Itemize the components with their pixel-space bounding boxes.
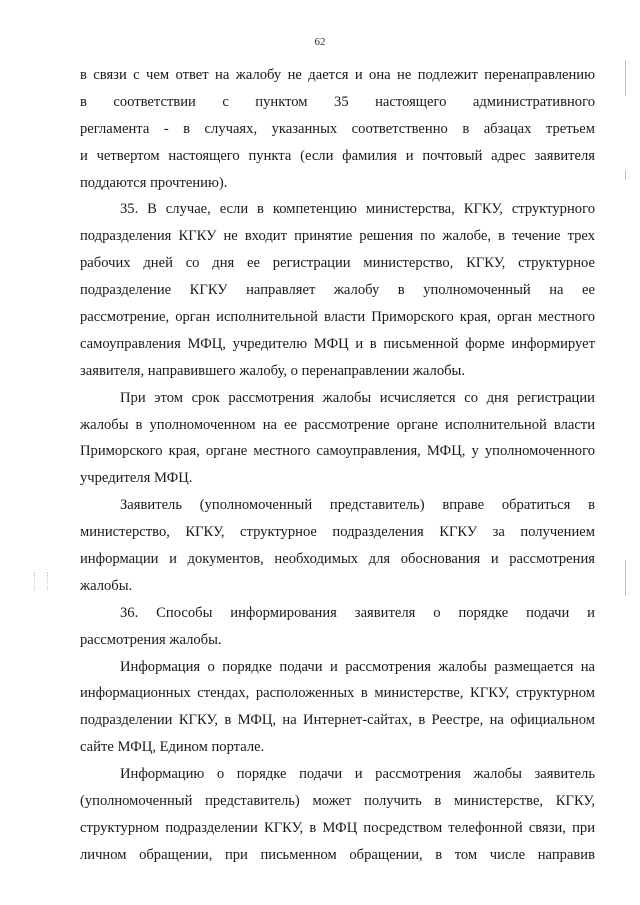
text-line: (уполномоченный представитель) может получить в министерстве, КГКУ, <box>80 793 595 810</box>
paragraph-36-line: 36. Способы информирования заявителя о порядке подачи и <box>120 604 595 621</box>
paragraph-35-line: 35. В случае, если в компетенцию министерства, КГКУ, структурного <box>120 201 595 218</box>
scan-binding-mark <box>34 572 48 590</box>
text-line: и четвертом настоящего пункта (если фамилия и почтовый адрес заявителя <box>80 147 595 164</box>
scan-margin-mark <box>625 60 626 96</box>
text-line: подразделение КГКУ направляет жалобу в уполномоченный на ее <box>80 282 595 299</box>
text-line: учредителя МФЦ. <box>80 470 193 487</box>
text-line: рассмотрение, орган исполнительной власти Приморского края, орган местного <box>80 309 595 326</box>
text-line: жалобы. <box>80 577 133 594</box>
text-line: жалобы в уполномоченном на ее рассмотрение органе исполнительной власти <box>80 416 595 433</box>
page-number: 62 <box>314 36 326 48</box>
text-line: министерство, КГКУ, структурное подразделения КГКУ за получением <box>80 524 595 541</box>
text-line: в соответствии с пунктом 35 настоящего административного <box>80 93 595 110</box>
text-line: поддаются прочтению). <box>80 174 228 191</box>
text-line: информационных стендах, расположенных в министерстве, КГКУ, структурном <box>80 685 595 702</box>
text-line: самоуправления МФЦ, учредителю МФЦ и в письменной форме информирует <box>80 335 595 352</box>
text-line: заявителя, направившего жалобу, о перенаправлении жалобы. <box>80 362 465 379</box>
scan-margin-mark <box>625 170 626 180</box>
text-line: рассмотрения жалобы. <box>80 631 222 648</box>
document-body <box>80 62 595 869</box>
text-line: подразделении КГКУ, в МФЦ, на Интернет-сайтах, в Реестре, на официальном <box>80 712 595 729</box>
text-line: сайте МФЦ, Едином портале. <box>80 739 265 756</box>
text-line: регламента - в случаях, указанных соответственно в абзацах третьем <box>80 120 595 137</box>
text-line: в связи с чем ответ на жалобу не дается и она не подлежит перенаправлению <box>80 67 595 83</box>
text-line: Информацию о порядке подачи и рассмотрения жалобы заявитель <box>120 766 595 783</box>
text-line: рабочих дней со дня ее регистрации министерство, КГКУ, структурное <box>80 255 595 272</box>
text-line: Заявитель (уполномоченный представитель) вправе обратиться в <box>120 497 595 514</box>
scan-margin-mark <box>625 560 626 596</box>
text-line: Приморского края, органе местного самоуправления, МФЦ, у уполномоченного <box>80 443 595 460</box>
text-line: информации и документов, необходимых для обоснования и рассмотрения <box>80 551 595 568</box>
text-line: структурном подразделении КГКУ, в МФЦ посредством телефонной связи, при <box>80 819 595 836</box>
text-line: Информация о порядке подачи и рассмотрения жалобы размещается на <box>120 658 595 675</box>
text-line: При этом срок рассмотрения жалобы исчисляется со дня регистрации <box>120 389 595 406</box>
text-line: личном обращении, при письменном обращении, в том числе направив <box>80 846 595 863</box>
text-line: подразделения КГКУ не входит принятие решения по жалобе, в течение трех <box>80 228 595 245</box>
